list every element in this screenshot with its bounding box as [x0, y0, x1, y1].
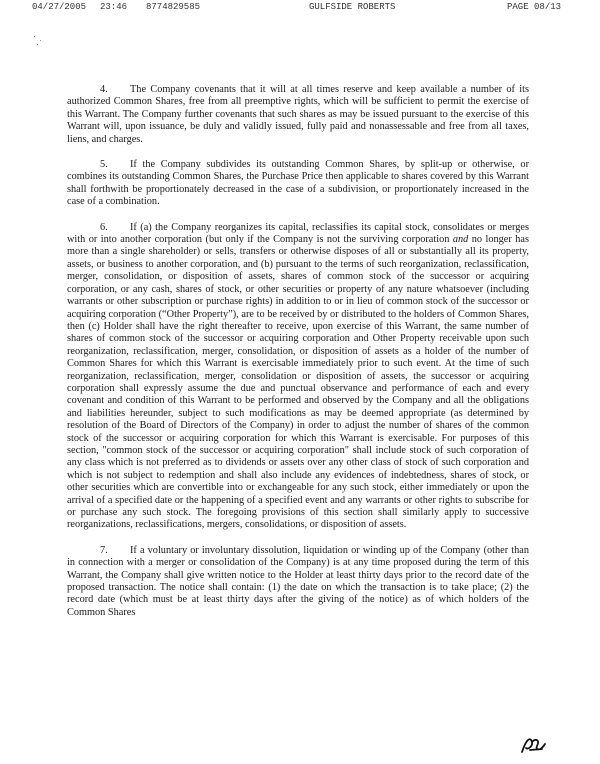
- handwritten-initials: [518, 734, 548, 756]
- fax-header: [0, 0, 600, 14]
- paragraph-text: The Company covenants that it will at all times reserve and keep available a number of its authorized Common Shares, free from all preemptive rights, which will be sufficient to permit the exercise of this Warrant. The Company further covenants that such shares as may be issued pursuant to the exercise of this Warrant will, upon issuance, be duly and validly issued, fully paid and nonassessable and free from all taxes, liens, and charges.: [67, 84, 529, 145]
- paragraph-number: 5.: [100, 159, 108, 171]
- document-body: [67, 84, 529, 632]
- fax-page-number: [507, 2, 561, 12]
- paragraph-number: 7.: [100, 544, 108, 556]
- scan-specks: [34, 36, 44, 46]
- paragraph-7: [67, 545, 529, 619]
- paragraph-6: [67, 222, 529, 532]
- fax-time: 23:46: [100, 2, 128, 12]
- paragraph-text: If the Company subdivides its outstanding Common Shares, by split-up or otherwise, or combines its outstanding Common Shares, the Purchase Price then applicable to shares covered by this Warrant shall forthwith be proportionately decreased in the case of a subdivision, or proportionately increased in the case of a combination.: [67, 159, 529, 208]
- paragraph-4: [67, 84, 529, 146]
- fax-phone: 8774829585: [146, 2, 201, 12]
- paragraph-text-part-1: If (a) the Company reorganizes its capital, reclassifies its capital stock, consolidates or merges with or into another corporation (but only if the Company is not the surviving corporation: [67, 221, 529, 246]
- fax-sender: GULFSIDE ROBERTS: [309, 2, 396, 12]
- fax-page-value: 08/13: [534, 2, 562, 12]
- paragraph-number: 4.: [100, 84, 108, 95]
- fax-page-label: PAGE: [507, 2, 529, 12]
- paragraph-number: 6.: [100, 221, 108, 233]
- fax-date: 04/27/2005: [32, 2, 87, 12]
- paragraph-5: [67, 159, 529, 209]
- paragraph-text-part-2: no longer has more than a single shareholder) or sells, transfers or otherwise disposes of all or substantially all its property, assets, or business to another corporation, and (b) pursuant to the terms of such reorganization, reclassification, merger, consolidation, or disposition of assets, shares of common stock of the successor or acquiring corporation, or any cash, shares of stock, or other securities or property of any nature whatsoever (including warrants or other subscription or purchase rights) in addition to or in lieu of common stock of the successor or acquiring corporation (“Other Property”), are to be received by or distributed to the holders of Common Shares, then (c) Holder shall have the right thereafter to receive, upon exercise of this Warrant, the same number of shares of common stock of the successor or acquiring corporation and Other Property receivable upon such reorganization, reclassification, merger, consolidation, or disposition of assets as a holder of the number of Common Shares for which this Warrant is exercisable immediately prior to such event. At the time of such reorganization, reclassification, merger, consolidation or disposition of assets, the successor or acquiring corporation shall expressly assume the due and punctual observance and performance of each and every covenant and condition of this Warrant to be performed and observed by the Company and all the obligations and liabilities hereunder, subject to such modifications as may be deemed appropriate (as determined by resolution of the Board of Directors of the Company) in order to adjust the number of shares of the common stock of the successor or acquiring corporation for which this Warrant is exercisable. For purposes of this section, "common stock of the successor or acquiring corporation" shall include stock of such corporation of any class which is not preferred as to dividends or assets over any other class of stock of such corporation and which is not subject to redemption and shall also include any evidences of indebtedness, shares of stock, or other securities which are convertible into or exchangeable for any such stock, either immediately or upon the arrival of a specified date or the happening of a specified event and any warrants or other rights to subscribe for or purchase any such stock. The foregoing provisions of this section shall similarly apply to successive reorganizations, reclassifications, mergers, consolidations, or disposition of assets.: [67, 234, 529, 531]
- paragraph-text: If a voluntary or involuntary dissolution, liquidation or winding up of the Company (other than in connection with a merger or consolidation of the Company) is at any time proposed during the term of this Warrant, the Company shall give written notice to the Holder at least thirty days prior to the record date of the proposed transaction. The notice shall contain: (1) the date on which the transaction is to take place; (2) the record date (which must be at least thirty days after the giving of the notice) as of which holders of the Common Shares: [67, 544, 529, 618]
- paragraph-italic-word: and: [452, 234, 469, 246]
